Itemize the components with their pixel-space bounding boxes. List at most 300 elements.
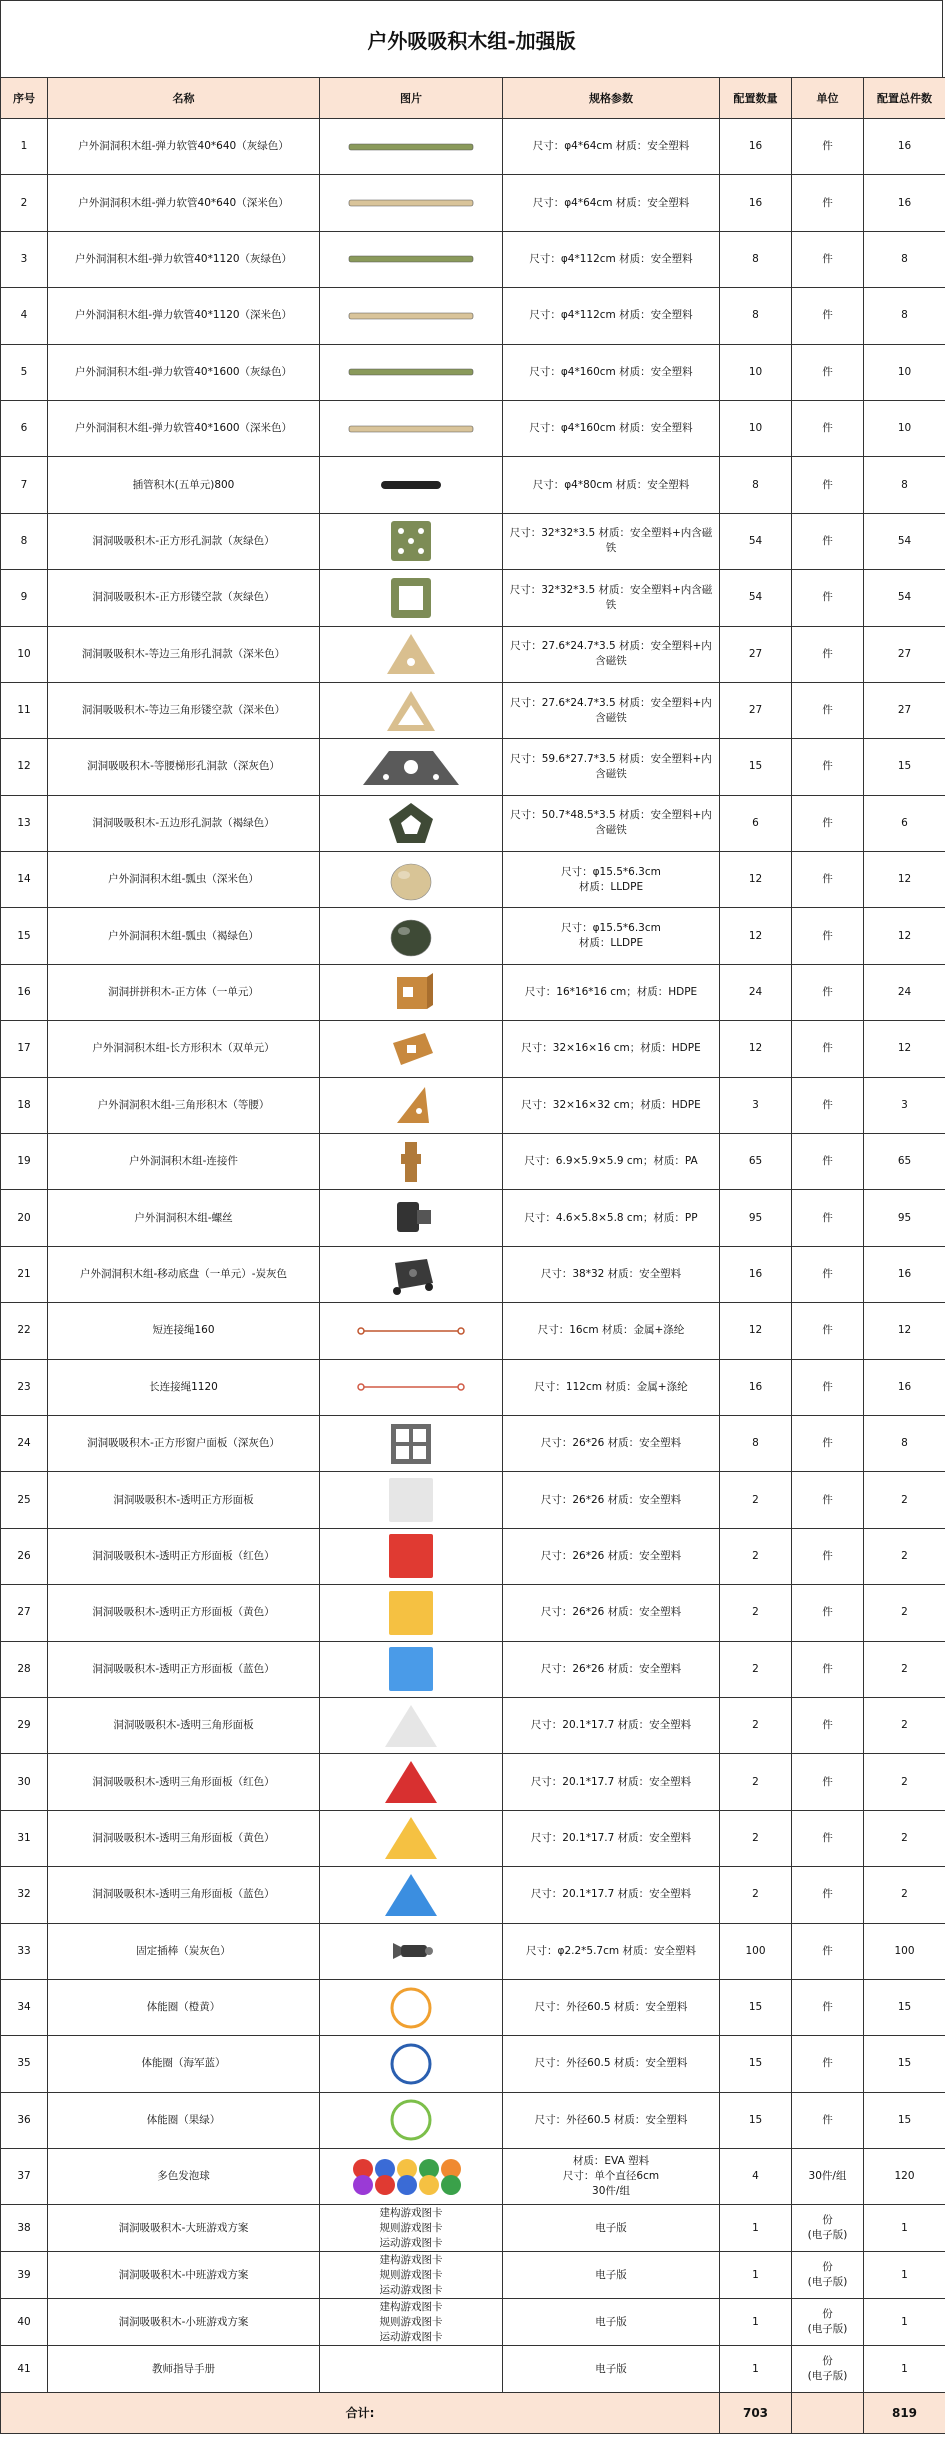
cell-total: 3 bbox=[864, 1077, 945, 1133]
cell-no: 34 bbox=[1, 1979, 48, 2035]
cell-qty: 10 bbox=[720, 400, 792, 456]
cell-picture-text: 建构游戏图卡 规则游戏图卡 运动游戏图卡 bbox=[320, 2299, 503, 2346]
cell-total: 12 bbox=[864, 908, 945, 964]
tube-icon bbox=[322, 345, 500, 400]
cell-name: 户外洞洞积木组-长方形积木（双单元） bbox=[48, 1021, 320, 1077]
cell-qty: 1 bbox=[720, 2299, 792, 2346]
cell-unit: 件 bbox=[792, 457, 864, 513]
cell-picture bbox=[320, 1021, 503, 1077]
total-unit bbox=[792, 2393, 864, 2434]
cell-no: 10 bbox=[1, 626, 48, 682]
cell-spec: 尺寸：4.6×5.8×5.8 cm；材质：PP bbox=[503, 1190, 720, 1246]
square-frame-icon bbox=[322, 570, 500, 625]
dome-icon bbox=[322, 852, 500, 907]
cell-name: 户外洞洞积木组-移动底盘（一单元）-炭灰色 bbox=[48, 1246, 320, 1302]
tube-icon bbox=[322, 175, 500, 230]
table-row bbox=[1, 1528, 945, 1584]
tube-icon bbox=[322, 119, 500, 174]
cell-unit: 件 bbox=[792, 175, 864, 231]
cell-picture bbox=[320, 2036, 503, 2092]
pentagon-panel-icon bbox=[322, 796, 500, 851]
cell-picture bbox=[320, 570, 503, 626]
cell-total: 54 bbox=[864, 570, 945, 626]
cell-no: 6 bbox=[1, 400, 48, 456]
cell-no: 33 bbox=[1, 1923, 48, 1979]
cell-picture bbox=[320, 288, 503, 344]
cell-picture bbox=[320, 175, 503, 231]
cell-spec: 尺寸：32*32*3.5 材质：安全塑料+内含磁铁 bbox=[503, 513, 720, 569]
cell-spec: 尺寸：φ2.2*5.7cm 材质：安全塑料 bbox=[503, 1923, 720, 1979]
table-row bbox=[1, 2092, 945, 2148]
cell-qty: 16 bbox=[720, 175, 792, 231]
cell-picture bbox=[320, 908, 503, 964]
cell-picture bbox=[320, 1303, 503, 1359]
connector-icon bbox=[322, 1134, 500, 1189]
cell-picture bbox=[320, 1585, 503, 1641]
cell-unit: 件 bbox=[792, 1641, 864, 1697]
cell-unit: 件 bbox=[792, 739, 864, 795]
wedge-icon bbox=[322, 1078, 500, 1133]
cell-name: 体能圈（橙黄） bbox=[48, 1979, 320, 2035]
cell-spec: 尺寸：50.7*48.5*3.5 材质：安全塑料+内含磁铁 bbox=[503, 795, 720, 851]
cell-unit: 件 bbox=[792, 288, 864, 344]
cell-unit: 份 (电子版) bbox=[792, 2346, 864, 2393]
cell-no: 30 bbox=[1, 1754, 48, 1810]
window-panel-icon bbox=[322, 1416, 500, 1471]
cell-unit: 件 bbox=[792, 570, 864, 626]
cell-name: 洞洞吸吸积木-透明正方形面板（红色） bbox=[48, 1528, 320, 1584]
cell-name: 洞洞吸吸积木-透明正方形面板 bbox=[48, 1472, 320, 1528]
table-row bbox=[1, 457, 945, 513]
cell-no: 29 bbox=[1, 1697, 48, 1753]
cell-total: 54 bbox=[864, 513, 945, 569]
cell-picture bbox=[320, 1923, 503, 1979]
cell-picture bbox=[320, 1472, 503, 1528]
cell-qty: 12 bbox=[720, 852, 792, 908]
table-row bbox=[1, 1641, 945, 1697]
cell-unit: 件 bbox=[792, 119, 864, 175]
cell-name: 户外洞洞积木组-弹力软管40*640（灰绿色） bbox=[48, 119, 320, 175]
cell-no: 22 bbox=[1, 1303, 48, 1359]
cell-name: 洞洞吸吸积木-小班游戏方案 bbox=[48, 2299, 320, 2346]
cell-no: 19 bbox=[1, 1134, 48, 1190]
cell-no: 24 bbox=[1, 1415, 48, 1471]
cell-spec: 尺寸：16*16*16 cm；材质：HDPE bbox=[503, 964, 720, 1020]
cell-name: 洞洞吸吸积木-正方形窗户面板（深灰色） bbox=[48, 1415, 320, 1471]
cell-unit: 份 (电子版) bbox=[792, 2205, 864, 2252]
cell-picture bbox=[320, 1246, 503, 1302]
cell-total: 15 bbox=[864, 2092, 945, 2148]
cell-spec: 材质：EVA 塑料 尺寸：单个直径6cm 30件/组 bbox=[503, 2149, 720, 2205]
triangle-hole-panel-icon bbox=[322, 627, 500, 682]
cell-picture bbox=[320, 964, 503, 1020]
cell-total: 27 bbox=[864, 682, 945, 738]
table-row bbox=[1, 964, 945, 1020]
cell-name: 洞洞吸吸积木-透明三角形面板（黄色） bbox=[48, 1810, 320, 1866]
cell-qty: 54 bbox=[720, 513, 792, 569]
cell-total: 12 bbox=[864, 852, 945, 908]
cell-no: 14 bbox=[1, 852, 48, 908]
caster-base-icon bbox=[322, 1247, 500, 1302]
square-panel-icon bbox=[322, 1585, 500, 1640]
cell-total: 2 bbox=[864, 1528, 945, 1584]
cell-qty: 2 bbox=[720, 1528, 792, 1584]
cell-spec: 尺寸：6.9×5.9×5.9 cm；材质：PA bbox=[503, 1134, 720, 1190]
cell-spec: 尺寸：27.6*24.7*3.5 材质：安全塑料+内含磁铁 bbox=[503, 626, 720, 682]
cell-unit: 件 bbox=[792, 1021, 864, 1077]
cell-total: 2 bbox=[864, 1697, 945, 1753]
cell-spec: 尺寸：26*26 材质：安全塑料 bbox=[503, 1528, 720, 1584]
cell-unit: 30件/组 bbox=[792, 2149, 864, 2205]
cell-unit: 件 bbox=[792, 513, 864, 569]
cell-total: 1 bbox=[864, 2205, 945, 2252]
triangle-frame-icon bbox=[322, 683, 500, 738]
cell-no: 37 bbox=[1, 2149, 48, 2205]
cell-spec: 尺寸：26*26 材质：安全塑料 bbox=[503, 1472, 720, 1528]
square-hole-panel-icon bbox=[322, 514, 500, 569]
cell-qty: 27 bbox=[720, 682, 792, 738]
cell-total: 2 bbox=[864, 1867, 945, 1923]
cell-unit: 件 bbox=[792, 852, 864, 908]
trapezoid-panel-icon bbox=[322, 739, 500, 794]
cell-total: 10 bbox=[864, 344, 945, 400]
cell-picture bbox=[320, 1867, 503, 1923]
cell-unit: 件 bbox=[792, 1134, 864, 1190]
cell-name: 洞洞吸吸积木-透明正方形面板（蓝色） bbox=[48, 1641, 320, 1697]
cell-spec: 尺寸：32*32*3.5 材质：安全塑料+内含磁铁 bbox=[503, 570, 720, 626]
square-panel-icon bbox=[322, 1529, 500, 1584]
cell-total: 2 bbox=[864, 1641, 945, 1697]
cell-unit: 件 bbox=[792, 1697, 864, 1753]
cell-spec: 尺寸：20.1*17.7 材质：安全塑料 bbox=[503, 1867, 720, 1923]
cell-name: 洞洞吸吸积木-中班游戏方案 bbox=[48, 2252, 320, 2299]
cell-picture bbox=[320, 1190, 503, 1246]
table-header-row bbox=[1, 78, 945, 119]
cell-qty: 8 bbox=[720, 288, 792, 344]
cell-total: 16 bbox=[864, 175, 945, 231]
table-row bbox=[1, 231, 945, 287]
cell-qty: 15 bbox=[720, 2036, 792, 2092]
cell-total: 16 bbox=[864, 1359, 945, 1415]
screw-icon bbox=[322, 1190, 500, 1245]
cell-spec: 尺寸：φ4*64cm 材质：安全塑料 bbox=[503, 175, 720, 231]
cell-name: 户外洞洞积木组-弹力软管40*1600（灰绿色） bbox=[48, 344, 320, 400]
cell-spec: 电子版 bbox=[503, 2252, 720, 2299]
cell-spec: 尺寸：38*32 材质：安全塑料 bbox=[503, 1246, 720, 1302]
cell-spec: 尺寸：16cm 材质：金属+涤纶 bbox=[503, 1303, 720, 1359]
cell-picture bbox=[320, 2149, 503, 2205]
cell-spec: 尺寸：27.6*24.7*3.5 材质：安全塑料+内含磁铁 bbox=[503, 682, 720, 738]
cell-picture bbox=[320, 1979, 503, 2035]
cell-name: 长连接绳1120 bbox=[48, 1359, 320, 1415]
cell-no: 18 bbox=[1, 1077, 48, 1133]
cell-qty: 16 bbox=[720, 1246, 792, 1302]
table-row bbox=[1, 400, 945, 456]
cell-unit: 件 bbox=[792, 2036, 864, 2092]
cell-total: 8 bbox=[864, 1415, 945, 1471]
cell-no: 12 bbox=[1, 739, 48, 795]
cell-unit: 件 bbox=[792, 1359, 864, 1415]
table-row bbox=[1, 626, 945, 682]
table-row bbox=[1, 1754, 945, 1810]
cell-qty: 95 bbox=[720, 1190, 792, 1246]
cell-spec: 尺寸：φ4*112cm 材质：安全塑料 bbox=[503, 288, 720, 344]
cell-spec: 尺寸：外径60.5 材质：安全塑料 bbox=[503, 2036, 720, 2092]
cell-spec: 尺寸：外径60.5 材质：安全塑料 bbox=[503, 2092, 720, 2148]
cell-total: 8 bbox=[864, 288, 945, 344]
triangle-panel-icon bbox=[322, 1811, 500, 1866]
cell-unit: 件 bbox=[792, 795, 864, 851]
cell-name: 体能圈（海军蓝） bbox=[48, 2036, 320, 2092]
table-row bbox=[1, 513, 945, 569]
cell-total: 12 bbox=[864, 1021, 945, 1077]
cell-picture bbox=[320, 457, 503, 513]
cell-picture bbox=[320, 231, 503, 287]
cell-qty: 1 bbox=[720, 2205, 792, 2252]
cell-name: 户外洞洞积木组-螺丝 bbox=[48, 1190, 320, 1246]
cell-total: 6 bbox=[864, 795, 945, 851]
cell-total: 16 bbox=[864, 1246, 945, 1302]
cuboid-icon bbox=[322, 1021, 500, 1076]
cell-spec: 尺寸：112cm 材质：金属+涤纶 bbox=[503, 1359, 720, 1415]
cell-qty: 100 bbox=[720, 1923, 792, 1979]
total-label: 合计: bbox=[1, 2393, 720, 2434]
table-row bbox=[1, 1415, 945, 1471]
cell-total: 95 bbox=[864, 1190, 945, 1246]
cell-unit: 件 bbox=[792, 1810, 864, 1866]
hoop-icon bbox=[322, 2093, 500, 2148]
cell-spec: 尺寸：φ4*160cm 材质：安全塑料 bbox=[503, 400, 720, 456]
rope-icon bbox=[322, 1303, 500, 1358]
cell-total: 15 bbox=[864, 2036, 945, 2092]
table-row bbox=[1, 1585, 945, 1641]
table-body bbox=[1, 119, 945, 2393]
cell-unit: 件 bbox=[792, 626, 864, 682]
cell-spec: 尺寸：20.1*17.7 材质：安全塑料 bbox=[503, 1810, 720, 1866]
cell-qty: 15 bbox=[720, 739, 792, 795]
cell-name: 户外洞洞积木组-三角形积木（等腰） bbox=[48, 1077, 320, 1133]
cell-qty: 12 bbox=[720, 908, 792, 964]
rope-icon bbox=[322, 1360, 500, 1415]
cell-spec: 尺寸：φ15.5*6.3cm 材质：LLDPE bbox=[503, 908, 720, 964]
cell-picture bbox=[320, 682, 503, 738]
table-row bbox=[1, 1134, 945, 1190]
cell-qty: 2 bbox=[720, 1585, 792, 1641]
cell-spec: 尺寸：φ15.5*6.3cm 材质：LLDPE bbox=[503, 852, 720, 908]
cell-total: 12 bbox=[864, 1303, 945, 1359]
cell-total: 15 bbox=[864, 739, 945, 795]
cell-picture bbox=[320, 795, 503, 851]
cell-total: 120 bbox=[864, 2149, 945, 2205]
cell-unit: 件 bbox=[792, 908, 864, 964]
cell-no: 20 bbox=[1, 1190, 48, 1246]
cell-picture bbox=[320, 626, 503, 682]
cell-no: 36 bbox=[1, 2092, 48, 2148]
cell-spec: 电子版 bbox=[503, 2299, 720, 2346]
table-row bbox=[1, 2252, 945, 2299]
cell-name: 洞洞吸吸积木-正方形孔洞款（灰绿色） bbox=[48, 513, 320, 569]
table-row bbox=[1, 1472, 945, 1528]
cell-total: 1 bbox=[864, 2299, 945, 2346]
pipe-icon bbox=[322, 457, 500, 512]
cell-qty: 2 bbox=[720, 1754, 792, 1810]
cell-no: 32 bbox=[1, 1867, 48, 1923]
cell-unit: 件 bbox=[792, 2092, 864, 2148]
cell-name: 洞洞吸吸积木-大班游戏方案 bbox=[48, 2205, 320, 2252]
cell-picture bbox=[320, 1077, 503, 1133]
cell-spec: 尺寸：26*26 材质：安全塑料 bbox=[503, 1641, 720, 1697]
cell-name: 洞洞吸吸积木-透明三角形面板（红色） bbox=[48, 1754, 320, 1810]
cell-total: 10 bbox=[864, 400, 945, 456]
cell-spec: 尺寸：20.1*17.7 材质：安全塑料 bbox=[503, 1754, 720, 1810]
triangle-panel-icon bbox=[322, 1867, 500, 1922]
cell-picture bbox=[320, 1134, 503, 1190]
cell-picture bbox=[320, 852, 503, 908]
cell-unit: 件 bbox=[792, 1585, 864, 1641]
cell-unit: 件 bbox=[792, 1303, 864, 1359]
cell-name: 洞洞吸吸积木-正方形镂空款（灰绿色） bbox=[48, 570, 320, 626]
cell-unit: 件 bbox=[792, 344, 864, 400]
cell-qty: 15 bbox=[720, 2092, 792, 2148]
cell-spec: 尺寸：φ4*64cm 材质：安全塑料 bbox=[503, 119, 720, 175]
cell-qty: 24 bbox=[720, 964, 792, 1020]
header-total: 配置总件数 bbox=[864, 78, 945, 119]
cell-spec: 尺寸：32×16×16 cm；材质：HDPE bbox=[503, 1021, 720, 1077]
cell-name: 体能圈（果绿） bbox=[48, 2092, 320, 2148]
table-row bbox=[1, 570, 945, 626]
cell-no: 31 bbox=[1, 1810, 48, 1866]
cell-spec: 尺寸：外径60.5 材质：安全塑料 bbox=[503, 1979, 720, 2035]
table-row bbox=[1, 795, 945, 851]
cell-no: 9 bbox=[1, 570, 48, 626]
cell-picture bbox=[320, 1697, 503, 1753]
cell-no: 3 bbox=[1, 231, 48, 287]
cell-no: 35 bbox=[1, 2036, 48, 2092]
cell-name: 洞洞吸吸积木-等边三角形孔洞款（深米色） bbox=[48, 626, 320, 682]
foam-balls-icon bbox=[322, 2149, 500, 2204]
header-spec: 规格参数 bbox=[503, 78, 720, 119]
table-row bbox=[1, 739, 945, 795]
cell-total: 27 bbox=[864, 626, 945, 682]
cell-picture-text: 建构游戏图卡 规则游戏图卡 运动游戏图卡 bbox=[320, 2252, 503, 2299]
table-row bbox=[1, 682, 945, 738]
peg-icon bbox=[322, 1924, 500, 1979]
cell-picture bbox=[320, 1359, 503, 1415]
cell-qty: 16 bbox=[720, 119, 792, 175]
cell-qty: 3 bbox=[720, 1077, 792, 1133]
cell-picture bbox=[320, 1415, 503, 1471]
cell-picture-text bbox=[320, 2346, 503, 2393]
cell-name: 洞洞吸吸积木-透明三角形面板（蓝色） bbox=[48, 1867, 320, 1923]
cell-no: 2 bbox=[1, 175, 48, 231]
table-row bbox=[1, 1979, 945, 2035]
cell-qty: 1 bbox=[720, 2252, 792, 2299]
hoop-icon bbox=[322, 1980, 500, 2035]
total-total: 819 bbox=[864, 2393, 945, 2434]
header-name: 名称 bbox=[48, 78, 320, 119]
cell-qty: 2 bbox=[720, 1810, 792, 1866]
cell-unit: 件 bbox=[792, 1867, 864, 1923]
table-row bbox=[1, 1077, 945, 1133]
cell-qty: 12 bbox=[720, 1303, 792, 1359]
page-title: 户外吸吸积木组-加强版 bbox=[0, 0, 943, 77]
tube-icon bbox=[322, 401, 500, 456]
table-row bbox=[1, 1021, 945, 1077]
table-row bbox=[1, 1810, 945, 1866]
cell-name: 洞洞吸吸积木-等边三角形镂空款（深米色） bbox=[48, 682, 320, 738]
cell-unit: 份 (电子版) bbox=[792, 2299, 864, 2346]
cell-picture bbox=[320, 1754, 503, 1810]
cell-name: 户外洞洞积木组-弹力软管40*640（深米色） bbox=[48, 175, 320, 231]
cell-no: 11 bbox=[1, 682, 48, 738]
cell-total: 2 bbox=[864, 1585, 945, 1641]
cell-qty: 2 bbox=[720, 1641, 792, 1697]
inventory-table bbox=[0, 77, 945, 2434]
cell-qty: 65 bbox=[720, 1134, 792, 1190]
cell-picture bbox=[320, 1810, 503, 1866]
table-row bbox=[1, 2299, 945, 2346]
cell-unit: 份 (电子版) bbox=[792, 2252, 864, 2299]
cell-picture bbox=[320, 513, 503, 569]
square-panel-icon bbox=[322, 1642, 500, 1697]
cell-name: 洞洞吸吸积木-透明三角形面板 bbox=[48, 1697, 320, 1753]
cell-unit: 件 bbox=[792, 964, 864, 1020]
cell-unit: 件 bbox=[792, 1528, 864, 1584]
header-unit: 单位 bbox=[792, 78, 864, 119]
hoop-icon bbox=[322, 2036, 500, 2091]
cell-no: 41 bbox=[1, 2346, 48, 2393]
cell-unit: 件 bbox=[792, 1190, 864, 1246]
cell-qty: 1 bbox=[720, 2346, 792, 2393]
cell-unit: 件 bbox=[792, 1472, 864, 1528]
cell-no: 23 bbox=[1, 1359, 48, 1415]
cell-picture bbox=[320, 119, 503, 175]
cell-total: 16 bbox=[864, 119, 945, 175]
cell-spec: 电子版 bbox=[503, 2205, 720, 2252]
cell-spec: 尺寸：32×16×32 cm；材质：HDPE bbox=[503, 1077, 720, 1133]
cell-name: 户外洞洞积木组-弹力软管40*1120（深米色） bbox=[48, 288, 320, 344]
table-row bbox=[1, 288, 945, 344]
table-row bbox=[1, 908, 945, 964]
table-row bbox=[1, 1246, 945, 1302]
cell-total: 8 bbox=[864, 231, 945, 287]
cell-total: 1 bbox=[864, 2252, 945, 2299]
table-row bbox=[1, 175, 945, 231]
cell-spec: 电子版 bbox=[503, 2346, 720, 2393]
cell-name: 户外洞洞积木组-连接件 bbox=[48, 1134, 320, 1190]
cell-no: 21 bbox=[1, 1246, 48, 1302]
cell-qty: 16 bbox=[720, 1359, 792, 1415]
cell-name: 户外洞洞积木组-瓢虫（褐绿色） bbox=[48, 908, 320, 964]
cell-qty: 54 bbox=[720, 570, 792, 626]
cell-name: 户外洞洞积木组-弹力软管40*1120（灰绿色） bbox=[48, 231, 320, 287]
cell-name: 洞洞吸吸积木-五边形孔洞款（褐绿色） bbox=[48, 795, 320, 851]
triangle-panel-icon bbox=[322, 1754, 500, 1809]
cell-spec: 尺寸：φ4*160cm 材质：安全塑料 bbox=[503, 344, 720, 400]
cell-no: 13 bbox=[1, 795, 48, 851]
cell-qty: 27 bbox=[720, 626, 792, 682]
cell-qty: 4 bbox=[720, 2149, 792, 2205]
cell-no: 7 bbox=[1, 457, 48, 513]
tube-icon bbox=[322, 288, 500, 343]
table-row bbox=[1, 1697, 945, 1753]
cell-spec: 尺寸：20.1*17.7 材质：安全塑料 bbox=[503, 1697, 720, 1753]
cell-qty: 8 bbox=[720, 457, 792, 513]
cell-no: 39 bbox=[1, 2252, 48, 2299]
cell-no: 27 bbox=[1, 1585, 48, 1641]
cell-total: 8 bbox=[864, 457, 945, 513]
cell-no: 26 bbox=[1, 1528, 48, 1584]
